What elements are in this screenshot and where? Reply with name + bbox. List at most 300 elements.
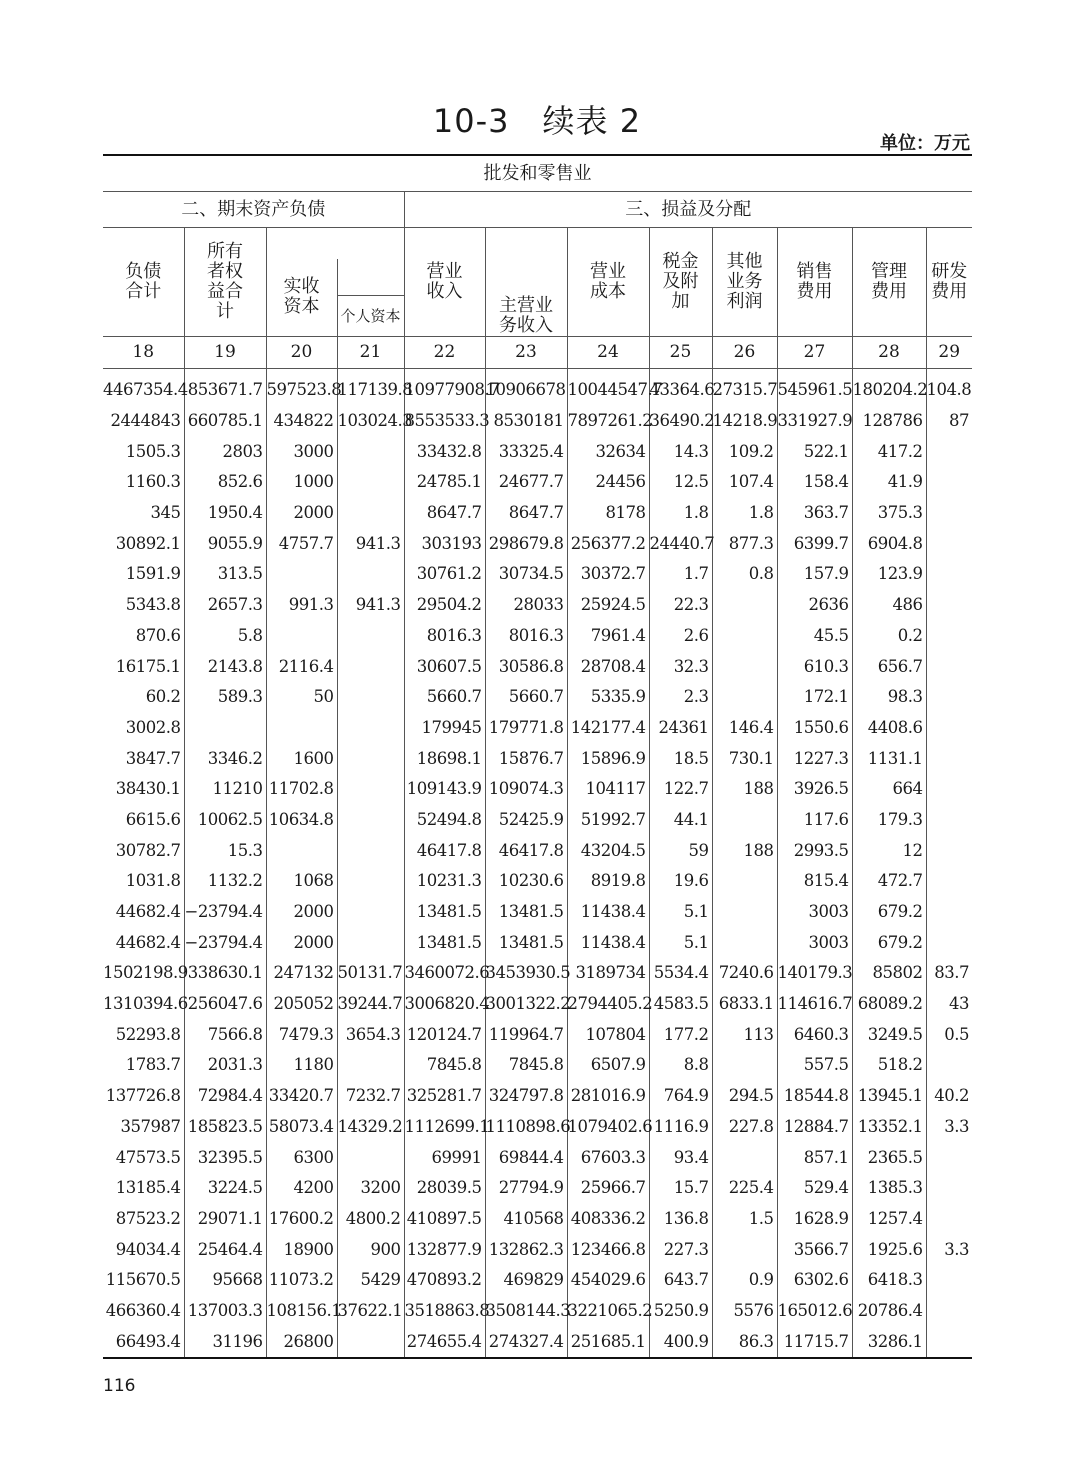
table-cell: 158.4 (777, 467, 852, 498)
table-cell: 2636 (777, 589, 852, 620)
table-cell (337, 620, 404, 651)
table-cell (926, 804, 972, 835)
table-cell: 87523.2 (115, 1208, 181, 1228)
table-cell (337, 651, 404, 682)
table-header (103, 154, 972, 369)
table-cell: 2993.5 (777, 835, 852, 866)
table-cell: 33325.4 (485, 436, 567, 467)
table-cell: 3249.5 (852, 1019, 926, 1050)
table-cell: 180204.2 (852, 369, 926, 406)
table-cell (926, 681, 972, 712)
table-cell (337, 743, 404, 774)
col-header-personal-capital: 个人资本 (337, 296, 404, 337)
table-cell (926, 559, 972, 590)
table-cell: 2794405.2 (567, 988, 649, 1019)
table-cell: 27794.9 (485, 1172, 567, 1203)
table-cell: 122.7 (649, 773, 712, 804)
table-cell: 16175.1 (115, 656, 181, 676)
table-cell: 31196 (184, 1326, 266, 1358)
table-cell: 1385.3 (852, 1172, 926, 1203)
table-cell: 1068 (266, 866, 337, 897)
table-cell (337, 712, 404, 743)
table-cell: 225.4 (712, 1172, 777, 1203)
table-cell: 6615.6 (125, 809, 181, 829)
table-cell (712, 804, 777, 835)
table-cell (926, 743, 972, 774)
table-cell: 1628.9 (777, 1203, 852, 1234)
table-cell: 13481.5 (485, 896, 567, 927)
table-cell: 6300 (266, 1142, 337, 1173)
table-cell: 5.1 (649, 927, 712, 958)
table-cell (712, 620, 777, 651)
table-cell: 375.3 (852, 497, 926, 528)
table-cell: 83.7 (926, 958, 972, 989)
table-cell: 14329.2 (337, 1111, 404, 1142)
table-cell: 188 (712, 773, 777, 804)
table-cell: 2031.3 (184, 1050, 266, 1081)
table-cell: 7961.4 (567, 620, 649, 651)
table-cell: 1227.3 (777, 743, 852, 774)
table-cell: 172.1 (777, 681, 852, 712)
table-cell: 8016.3 (404, 620, 485, 651)
col-number: 26 (712, 336, 777, 368)
table-cell: 363.7 (777, 497, 852, 528)
table-cell: 30586.8 (485, 651, 567, 682)
table-cell: 157.9 (777, 559, 852, 590)
table-row (103, 988, 972, 1019)
table-cell: 0.2 (852, 620, 926, 651)
table-cell: 1310394.6 (103, 994, 188, 1014)
table-cell: 32395.5 (184, 1142, 266, 1173)
table-cell: 24785.1 (404, 467, 485, 498)
table-cell: 137726.8 (105, 1086, 181, 1106)
table-cell (926, 1172, 972, 1203)
table-cell: 179.3 (852, 804, 926, 835)
table-cell: 86.3 (712, 1326, 777, 1358)
table-cell: 136.8 (649, 1203, 712, 1234)
table-cell: 52494.8 (404, 804, 485, 835)
table-cell: 991.3 (266, 589, 337, 620)
col-number: 18 (103, 336, 184, 368)
table-cell: 9055.9 (184, 528, 266, 559)
table-cell: 941.3 (337, 528, 404, 559)
table-cell: 39244.7 (337, 988, 404, 1019)
table-cell: 1131.1 (852, 743, 926, 774)
table-cell: 188 (712, 835, 777, 866)
table-cell: 3002.8 (125, 717, 181, 737)
table-cell: 123466.8 (567, 1234, 649, 1265)
table-cell (337, 681, 404, 712)
table-cell: 589.3 (184, 681, 266, 712)
table-cell: 19.6 (649, 866, 712, 897)
table-cell: 6460.3 (777, 1019, 852, 1050)
table-cell: 165012.6 (777, 1295, 852, 1326)
table-cell: 30372.7 (567, 559, 649, 590)
table-cell: 6399.7 (777, 528, 852, 559)
group-heading-profit: 三、损益及分配 (404, 192, 972, 228)
table-cell (337, 835, 404, 866)
table-cell: 3453930.5 (485, 958, 567, 989)
table-cell: 5343.8 (125, 595, 181, 615)
table-cell: 730.1 (712, 743, 777, 774)
table-cell: 5534.4 (649, 958, 712, 989)
col-header-equity: 所有者权益合计 (184, 228, 266, 337)
table-cell (926, 528, 972, 559)
table-cell: 2.6 (649, 620, 712, 651)
table-cell: 2143.8 (184, 651, 266, 682)
table-cell (337, 1326, 404, 1358)
table-cell: 1505.3 (125, 441, 181, 461)
table-cell: 7845.8 (404, 1050, 485, 1081)
table-cell: 109.2 (712, 436, 777, 467)
table-cell (926, 620, 972, 651)
table-cell: 597523.8 (266, 369, 337, 406)
table-cell: 5660.7 (404, 681, 485, 712)
table-cell: 37622.1 (337, 1295, 404, 1326)
col-number: 19 (184, 336, 266, 368)
table-cell: 7232.7 (337, 1080, 404, 1111)
table-cell: 15.3 (184, 835, 266, 866)
table-cell: 115670.5 (105, 1270, 181, 1290)
table-cell: 0.8 (712, 559, 777, 590)
col-number: 23 (485, 336, 567, 368)
table-row (103, 712, 972, 743)
table-cell: 10044547.7 (567, 369, 649, 406)
table-cell: 2000 (266, 896, 337, 927)
table-cell (712, 1142, 777, 1173)
table-cell: 12.5 (649, 467, 712, 498)
table-cell: 32.3 (649, 651, 712, 682)
table-cell: 43204.5 (567, 835, 649, 866)
table-cell (712, 1050, 777, 1081)
table-cell: 6507.9 (567, 1050, 649, 1081)
table-cell: 33420.7 (266, 1080, 337, 1111)
table-cell: 22.3 (649, 589, 712, 620)
table-cell (337, 1050, 404, 1081)
table-cell: 3654.3 (337, 1019, 404, 1050)
table-cell: 1591.9 (125, 564, 181, 584)
table-cell (926, 1295, 972, 1326)
table-cell: 104117 (567, 773, 649, 804)
col-header-admin-expense: 管理费用 (852, 228, 926, 337)
table-row (103, 1234, 972, 1265)
table-cell: 142177.4 (567, 712, 649, 743)
table-cell: 852.6 (184, 467, 266, 498)
table-cell: 10977908.7 (404, 369, 485, 406)
table-cell: 12 (852, 835, 926, 866)
table-cell (926, 773, 972, 804)
table-cell: 47573.5 (115, 1147, 181, 1167)
table-cell: 251685.1 (567, 1326, 649, 1358)
table-cell: 1783.7 (125, 1055, 181, 1075)
table-cell: 256047.6 (184, 988, 266, 1019)
table-cell: 40.2 (926, 1080, 972, 1111)
col-header-operating-cost: 营业成本 (567, 228, 649, 337)
table-cell: 294.5 (712, 1080, 777, 1111)
table-cell: 85802 (852, 958, 926, 989)
table-cell: 227.8 (712, 1111, 777, 1142)
table-cell (712, 651, 777, 682)
table-cell: 3.3 (926, 1234, 972, 1265)
table-cell: 1.8 (712, 497, 777, 528)
table-cell: 179771.8 (485, 712, 567, 743)
table-cell: 14.3 (649, 436, 712, 467)
col-number: 21 (337, 336, 404, 368)
table-cell: 7845.8 (485, 1050, 567, 1081)
table-cell: 18698.1 (404, 743, 485, 774)
table-cell: 20786.4 (852, 1295, 926, 1326)
table-cell: 408336.2 (567, 1203, 649, 1234)
table-cell (337, 896, 404, 927)
table-cell: 179945 (404, 712, 485, 743)
table-cell: 12884.7 (777, 1111, 852, 1142)
col-header-blank-3 (337, 259, 404, 296)
table-cell: 13352.1 (852, 1111, 926, 1142)
table-cell: 5660.7 (485, 681, 567, 712)
table-row (103, 1142, 972, 1173)
table-cell: 15896.9 (567, 743, 649, 774)
table-cell: 8647.7 (485, 497, 567, 528)
table-cell (337, 436, 404, 467)
table-cell (712, 866, 777, 897)
table-cell: 41.9 (852, 467, 926, 498)
table-cell: 205052 (266, 988, 337, 1019)
table-cell: 900 (337, 1234, 404, 1265)
table-cell (926, 467, 972, 498)
table-cell: 410568 (485, 1203, 567, 1234)
table-row (103, 927, 972, 958)
table-cell (926, 436, 972, 467)
table-cell: 2000 (266, 497, 337, 528)
table-cell: 29071.1 (184, 1203, 266, 1234)
table-cell: 3003 (777, 896, 852, 927)
page-number: 116 (103, 1376, 136, 1396)
table-cell: −23794.4 (184, 896, 266, 927)
table-cell: 764.9 (649, 1080, 712, 1111)
table-cell: 24361 (649, 712, 712, 743)
table-cell: 177.2 (649, 1019, 712, 1050)
table-cell: 50131.7 (337, 958, 404, 989)
table-cell: 529.4 (777, 1172, 852, 1203)
table-cell: 10231.3 (404, 866, 485, 897)
table-cell: 1502198.9 (103, 963, 188, 983)
table-body (103, 369, 972, 1359)
table-cell: 13481.5 (404, 927, 485, 958)
table-cell: 1160.3 (125, 472, 181, 492)
table-cell: 1116.9 (649, 1111, 712, 1142)
table-cell: 38430.1 (115, 779, 181, 799)
table-cell: 870.6 (135, 625, 181, 645)
table-cell: 3200 (337, 1172, 404, 1203)
col-header-taxes: 税金及附加 (649, 228, 712, 337)
table-cell: 68089.2 (852, 988, 926, 1019)
table-row (103, 620, 972, 651)
table-cell (266, 835, 337, 866)
table-cell: 2000 (266, 927, 337, 958)
table-cell: 4800.2 (337, 1203, 404, 1234)
table-cell: 95668 (184, 1264, 266, 1295)
table-cell: 5.8 (184, 620, 266, 651)
table-cell: 30892.1 (115, 533, 181, 553)
table-cell: 1550.6 (777, 712, 852, 743)
table-cell: 18544.8 (777, 1080, 852, 1111)
table-cell: 4757.7 (266, 528, 337, 559)
table-cell (926, 1203, 972, 1234)
table-cell: 44682.4 (115, 902, 181, 922)
table-cell: 656.7 (852, 651, 926, 682)
table-cell (926, 497, 972, 528)
table-cell: 325281.7 (404, 1080, 485, 1111)
table-cell: 69991 (404, 1142, 485, 1173)
table-cell: 2444843 (110, 411, 181, 431)
table-cell: 345 (150, 503, 181, 523)
table-cell: 2657.3 (184, 589, 266, 620)
sector-heading: 批发和零售业 (103, 155, 972, 192)
table-cell: 30607.5 (404, 651, 485, 682)
table-cell (337, 497, 404, 528)
table-cell: 274327.4 (485, 1326, 567, 1358)
table-cell: 103024.3 (337, 405, 404, 436)
table-cell: 417.2 (852, 436, 926, 467)
table-cell: 33432.8 (404, 436, 485, 467)
table-cell (337, 1142, 404, 1173)
table-cell: 3224.5 (184, 1172, 266, 1203)
table-cell: 1600 (266, 743, 337, 774)
table-cell (266, 559, 337, 590)
table-cell (337, 773, 404, 804)
table-cell: 117.6 (777, 804, 852, 835)
table-cell: 338630.1 (184, 958, 266, 989)
table-cell: 45.5 (777, 620, 852, 651)
col-number: 20 (266, 336, 337, 368)
table-cell: 486 (852, 589, 926, 620)
table-cell: 123.9 (852, 559, 926, 590)
table-cell: 120124.7 (404, 1019, 485, 1050)
table-cell: 107.4 (712, 467, 777, 498)
table-cell: 281016.9 (567, 1080, 649, 1111)
statistics-table (103, 154, 972, 1359)
table-cell: 6418.3 (852, 1264, 926, 1295)
table-cell: 1180 (266, 1050, 337, 1081)
table-cell: 3006820.4 (404, 988, 485, 1019)
table-cell: 11702.8 (266, 773, 337, 804)
table-cell: 8178 (567, 497, 649, 528)
table-cell: 28708.4 (567, 651, 649, 682)
table-cell: 1.5 (712, 1203, 777, 1234)
table-cell: 58073.4 (266, 1111, 337, 1142)
table-cell: 545961.5 (777, 369, 852, 406)
table-cell: 28039.5 (404, 1172, 485, 1203)
table-cell: 132862.3 (485, 1234, 567, 1265)
table-cell: 28033 (485, 589, 567, 620)
table-cell: 1.7 (649, 559, 712, 590)
table-cell (712, 896, 777, 927)
table-cell: 3000 (266, 436, 337, 467)
table-cell: 14218.9 (712, 405, 777, 436)
table-cell: 1132.2 (184, 866, 266, 897)
table-cell (337, 866, 404, 897)
table-row (103, 743, 972, 774)
table-cell: 3286.1 (852, 1326, 926, 1358)
table-row (103, 896, 972, 927)
table-cell: 313.5 (184, 559, 266, 590)
col-header-blank-2 (485, 228, 567, 296)
table-cell: 25924.5 (567, 589, 649, 620)
col-number: 25 (649, 336, 712, 368)
table-cell: 10634.8 (266, 804, 337, 835)
table-cell: 8530181 (485, 405, 567, 436)
table-cell: 43 (926, 988, 972, 1019)
table-cell (926, 866, 972, 897)
table-cell: 6302.6 (777, 1264, 852, 1295)
table-cell: 357987 (120, 1116, 181, 1136)
table-row (103, 681, 972, 712)
table-cell (926, 1050, 972, 1081)
table-cell: 185823.5 (184, 1111, 266, 1142)
table-cell: 137003.3 (184, 1295, 266, 1326)
col-header-operating-revenue: 营业收入 (404, 228, 485, 337)
table-cell: 10230.6 (485, 866, 567, 897)
col-header-main-revenue: 主营业务收入 (485, 296, 567, 337)
table-row (103, 773, 972, 804)
table-cell: 4408.6 (852, 712, 926, 743)
table-cell: 8919.8 (567, 866, 649, 897)
table-cell: 660785.1 (184, 405, 266, 436)
table-cell: 87 (926, 405, 972, 436)
table-cell: 0.9 (712, 1264, 777, 1295)
unit-label: 单位：万元 (880, 133, 970, 154)
table-cell: 1079402.6 (567, 1111, 649, 1142)
table-cell: 3221065.2 (567, 1295, 649, 1326)
table-cell: 72984.4 (184, 1080, 266, 1111)
table-cell: 107804 (567, 1019, 649, 1050)
page-title: 10-3 续表 2 (432, 102, 642, 140)
col-header-selling-expense: 销售费用 (777, 228, 852, 337)
table-cell: 46417.8 (404, 835, 485, 866)
table-cell: 69844.4 (485, 1142, 567, 1173)
table-cell: 227.3 (649, 1234, 712, 1265)
table-cell: 5250.9 (649, 1295, 712, 1326)
table-cell (337, 804, 404, 835)
table-cell: 7897261.2 (567, 405, 649, 436)
table-row (103, 405, 972, 436)
table-row (103, 1019, 972, 1050)
table-cell: 400.9 (649, 1326, 712, 1358)
table-cell: 522.1 (777, 436, 852, 467)
table-cell: −23794.4 (184, 927, 266, 958)
table-cell: 7240.6 (712, 958, 777, 989)
table-cell: 3566.7 (777, 1234, 852, 1265)
table-cell: 466360.4 (105, 1300, 181, 1320)
table-cell: 11715.7 (777, 1326, 852, 1358)
table-cell (926, 1264, 972, 1295)
table-cell: 2803 (184, 436, 266, 467)
table-cell: 410897.5 (404, 1203, 485, 1234)
col-number: 28 (852, 336, 926, 368)
table-row (103, 1264, 972, 1295)
table-row (103, 589, 972, 620)
table-cell: 2365.5 (852, 1142, 926, 1173)
table-cell: 119964.7 (485, 1019, 567, 1050)
table-cell: 44682.4 (115, 932, 181, 952)
table-cell: 331927.9 (777, 405, 852, 436)
table-cell (712, 927, 777, 958)
table-cell: 3460072.6 (404, 958, 485, 989)
table-cell: 2.3 (649, 681, 712, 712)
table-cell: 5335.9 (567, 681, 649, 712)
table-cell: 52425.9 (485, 804, 567, 835)
table-cell: 5429 (337, 1264, 404, 1295)
